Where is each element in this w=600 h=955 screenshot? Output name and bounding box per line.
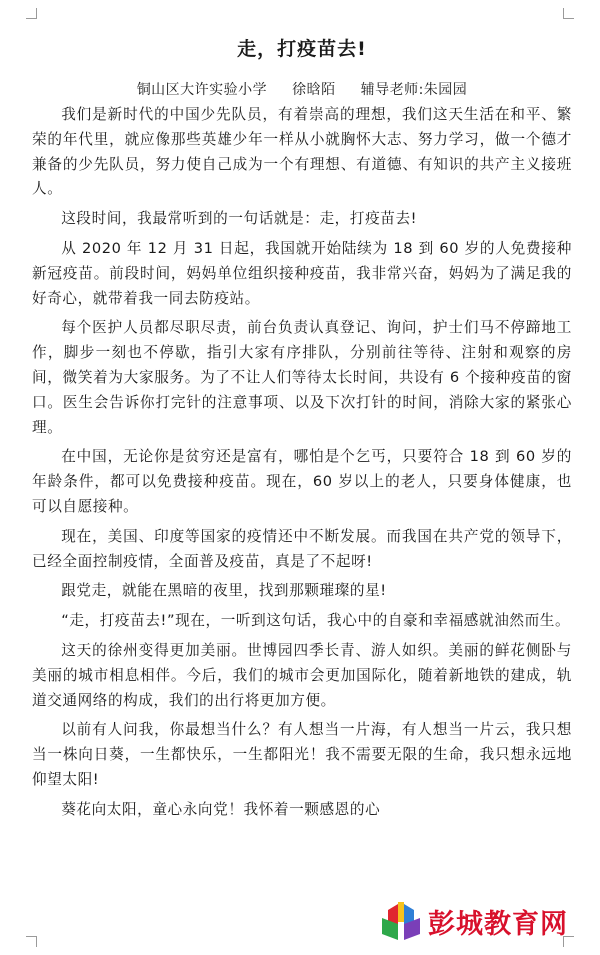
watermark-text: 彭城教育网 [428, 908, 568, 940]
page-corner-mark [26, 936, 37, 947]
paragraph: 在中国，无论你是贫穷还是富有，哪怕是个乞丐，只要符合 18 到 60 岁的年龄条件，都可以免费接种疫苗。现在，60 岁以上的老人，只要身体健康，也可以自愿接种。 [32, 448, 572, 515]
paragraph: 葵花向太阳，童心永向党！我怀着一颗感恩的心 [61, 800, 381, 818]
watermark-logo [378, 895, 590, 947]
paragraph: 以前有人问我，你最想当什么？有人想当一片海，有人想当一片云，我只想当一株向日葵，一生都快乐，一生都阳光！我不需要无限的生命，我只想永远地仰望太阳! [32, 721, 572, 788]
paragraph: 跟党走，就能在黑暗的夜里，找到那颗璀璨的星! [61, 582, 387, 600]
article-body [32, 103, 572, 828]
paragraph: 我们是新时代的中国少先队员，有着崇高的理想，我们这天生活在和平、繁荣的年代里，就应像那些英雄少年一样从小就胸怀大志、努力学习，做一个德才兼备的少先队员，努力使自己成为一个有理想、有道德、有知识的共产主义接班人。 [32, 106, 572, 198]
paragraph: 现在，美国、印度等国家的疫情还中不断发展。而我国在共产党的领导下，已经全面控制疫情，全面普及疫苗，真是了不起呀! [32, 527, 572, 570]
author-name: 徐晗陌 [292, 82, 336, 98]
page-corner-mark [563, 8, 574, 19]
paragraph: “走，打疫苗去!”现在，一听到这句话，我心中的自豪和幸福感就油然而生。 [61, 612, 571, 630]
page-corner-mark [26, 8, 37, 19]
book-logo-icon [378, 898, 424, 944]
advisor-name: 辅导老师:朱园园 [360, 82, 468, 98]
paragraph: 从 2020 年 12 月 31 日起，我国就开始陆续为 18 到 60 岁的人免费接种新冠疫苗。前段时间，妈妈单位组织接种疫苗，我非常兴奋，妈妈为了满足我的好奇心，就带着我一同去防疫站。 [32, 239, 572, 307]
paragraph: 这段时间，我最常听到的一句话就是：走，打疫苗去! [61, 210, 418, 228]
school-name: 铜山区大许实验小学 [136, 82, 268, 98]
document-title: 走，打疫苗去! [237, 38, 367, 60]
paragraph: 这天的徐州变得更加美丽。世博园四季长青、游人如织。美丽的鲜花侧卧与美丽的城市相息相伴。今后，我们的城市会更加国际化，随着新地铁的建成，轨道交通网络的构成，我们的出行将更加方便。 [32, 641, 572, 709]
paragraph: 每个医护人员都尽职尽责，前台负责认真登记、询问，护士们马不停蹄地工作，脚步一刻也不停歇，指引大家有序排队，分别前往等待、注射和观察的房间，微笑着为大家服务。为了不让人们等待太长时间，共设有 6 个接种疫苗的窗口。医生会告诉你打完针的注意事项、以及下次打针的时间，消除大家的紧张心理。 [32, 319, 572, 436]
byline [32, 79, 572, 99]
